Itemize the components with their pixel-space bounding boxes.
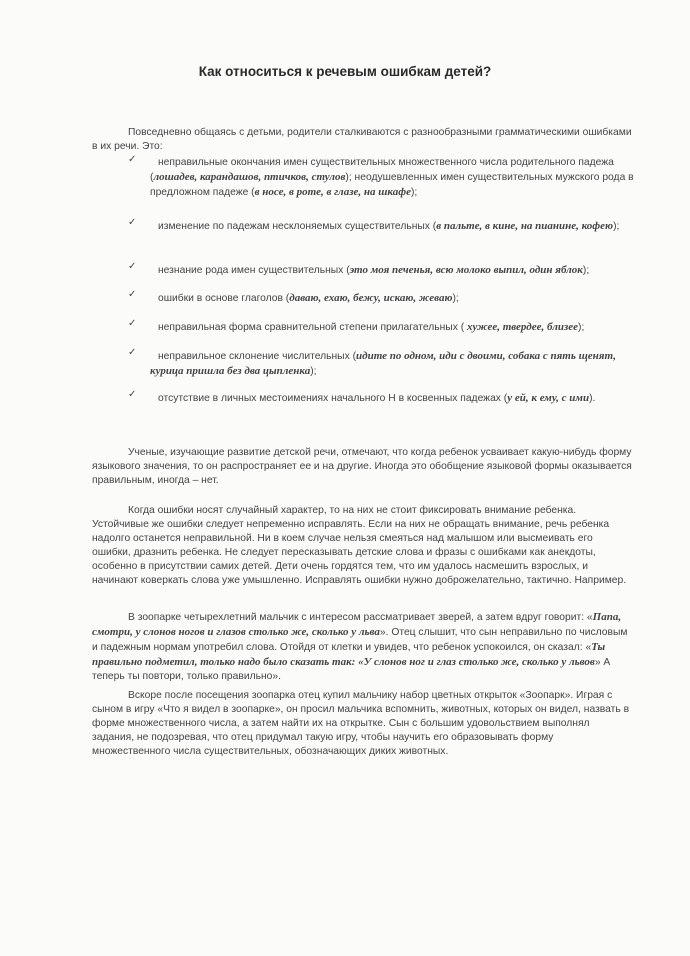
list-item: ✓ отсутствие в личных местоимениях начального Н в косвенных падежах (у ей, к ему, с ими).: [128, 389, 596, 404]
list-item: ✓ неправильная форма сравнительной степени прилагательных ( хужее, твердее, близее);: [128, 318, 585, 333]
checkmark-icon: ✓: [128, 347, 137, 358]
list-item: ✓ неправильные окончания имен существительных множественного числа родительного падежа (лошадев, карандашов, птичков, стулов); неодушевленных имен существительных мужского рода в предложном падеже (в носе, в роте, в глазе, на шкафе);: [128, 154, 634, 198]
checkmark-icon: ✓: [128, 154, 137, 165]
intro-paragraph: Повседневно общаясь с детьми, родители сталкиваются с разнообразными грамматическими ошибками в их речи. Это:: [92, 127, 632, 152]
body-paragraph: Вскоре после посещения зоопарка отец купил мальчику набор цветных открыток «Зоопарк». Играя с сыном в игру «Что я видел в зоопарке», он просил мальчика вспомнить, животных, которых он видел, назвать в форме множественного числа, а затем найти их на открытке. Сын с большим удовольствием выполнял задания, не подозревая, что отец придумал такую игру, чтобы научить его образовывать форму множественного числа существительных, обозначающих диких животных.: [92, 690, 630, 757]
list-item: ✓ ошибки в основе глаголов (даваю, ехаю, бежу, искаю, жеваю);: [128, 289, 459, 304]
checkmark-icon: ✓: [128, 318, 137, 329]
body-paragraph: Ученые, изучающие развитие детской речи, отмечают, что когда ребенок усваивает какую-нибудь форму языкового значения, то он распространяет ее и на другие. Иногда это обобщение языковой формы оказывается правильным, иногда – нет.: [92, 447, 632, 486]
page-title: Как относиться к речевым ошибкам детей?: [198, 64, 492, 79]
checkmark-icon: ✓: [128, 217, 137, 228]
list-item: ✓ изменение по падежам несклоняемых существительных (в пальте, в кине, на пианине, кофею);: [128, 217, 620, 232]
checkmark-icon: ✓: [128, 261, 137, 272]
checkmark-icon: ✓: [128, 389, 137, 400]
checkmark-icon: ✓: [128, 289, 137, 300]
list-item: ✓ неправильное склонение числительных (идите по одном, иди с двоими, собака с пять щенят, курица пришла без два цыпленка);: [128, 347, 617, 377]
example-paragraph: В зоопарке четырехлетний мальчик с интересом рассматривает зверей, а затем вдруг говорит: «Папа, смотри, у слонов ногов и глазов столько же, сколько у льва». Отец слышит, что сын неправильно по числовым и падежным нормам употребил слова. Отойдя от клетки и увидев, что ребенок успокоился, он сказал: «Ты правильно подметил, только надо было сказать так: «У слонов ног и глаз столько же, сколько у львов» А теперь ты повтори, только правильно».: [92, 611, 628, 682]
body-paragraph: Когда ошибки носят случайный характер, то на них не стоит фиксировать внимание ребенка. Устойчивые же ошибки следует непременно исправлять. Если на них не обращать внимание, речь ребенка надолго останется неправильной. Ни в коем случае нельзя смеяться над малышом или высмеивать его ошибки, дразнить ребенка. Не следует пересказывать детские слова и фразы с ошибками как анекдоты, особенно в присутствии самих детей. Дети очень гордятся тем, что им удалось насмешить взрослых, и начинают коверкать слова уже умышленно. Исправлять ошибки нужно доброжелательно, тактично. Например.: [92, 505, 627, 586]
list-item: ✓ незнание рода имен существительных (это моя печенья, всю молоко выпил, один яблок);: [128, 261, 590, 276]
